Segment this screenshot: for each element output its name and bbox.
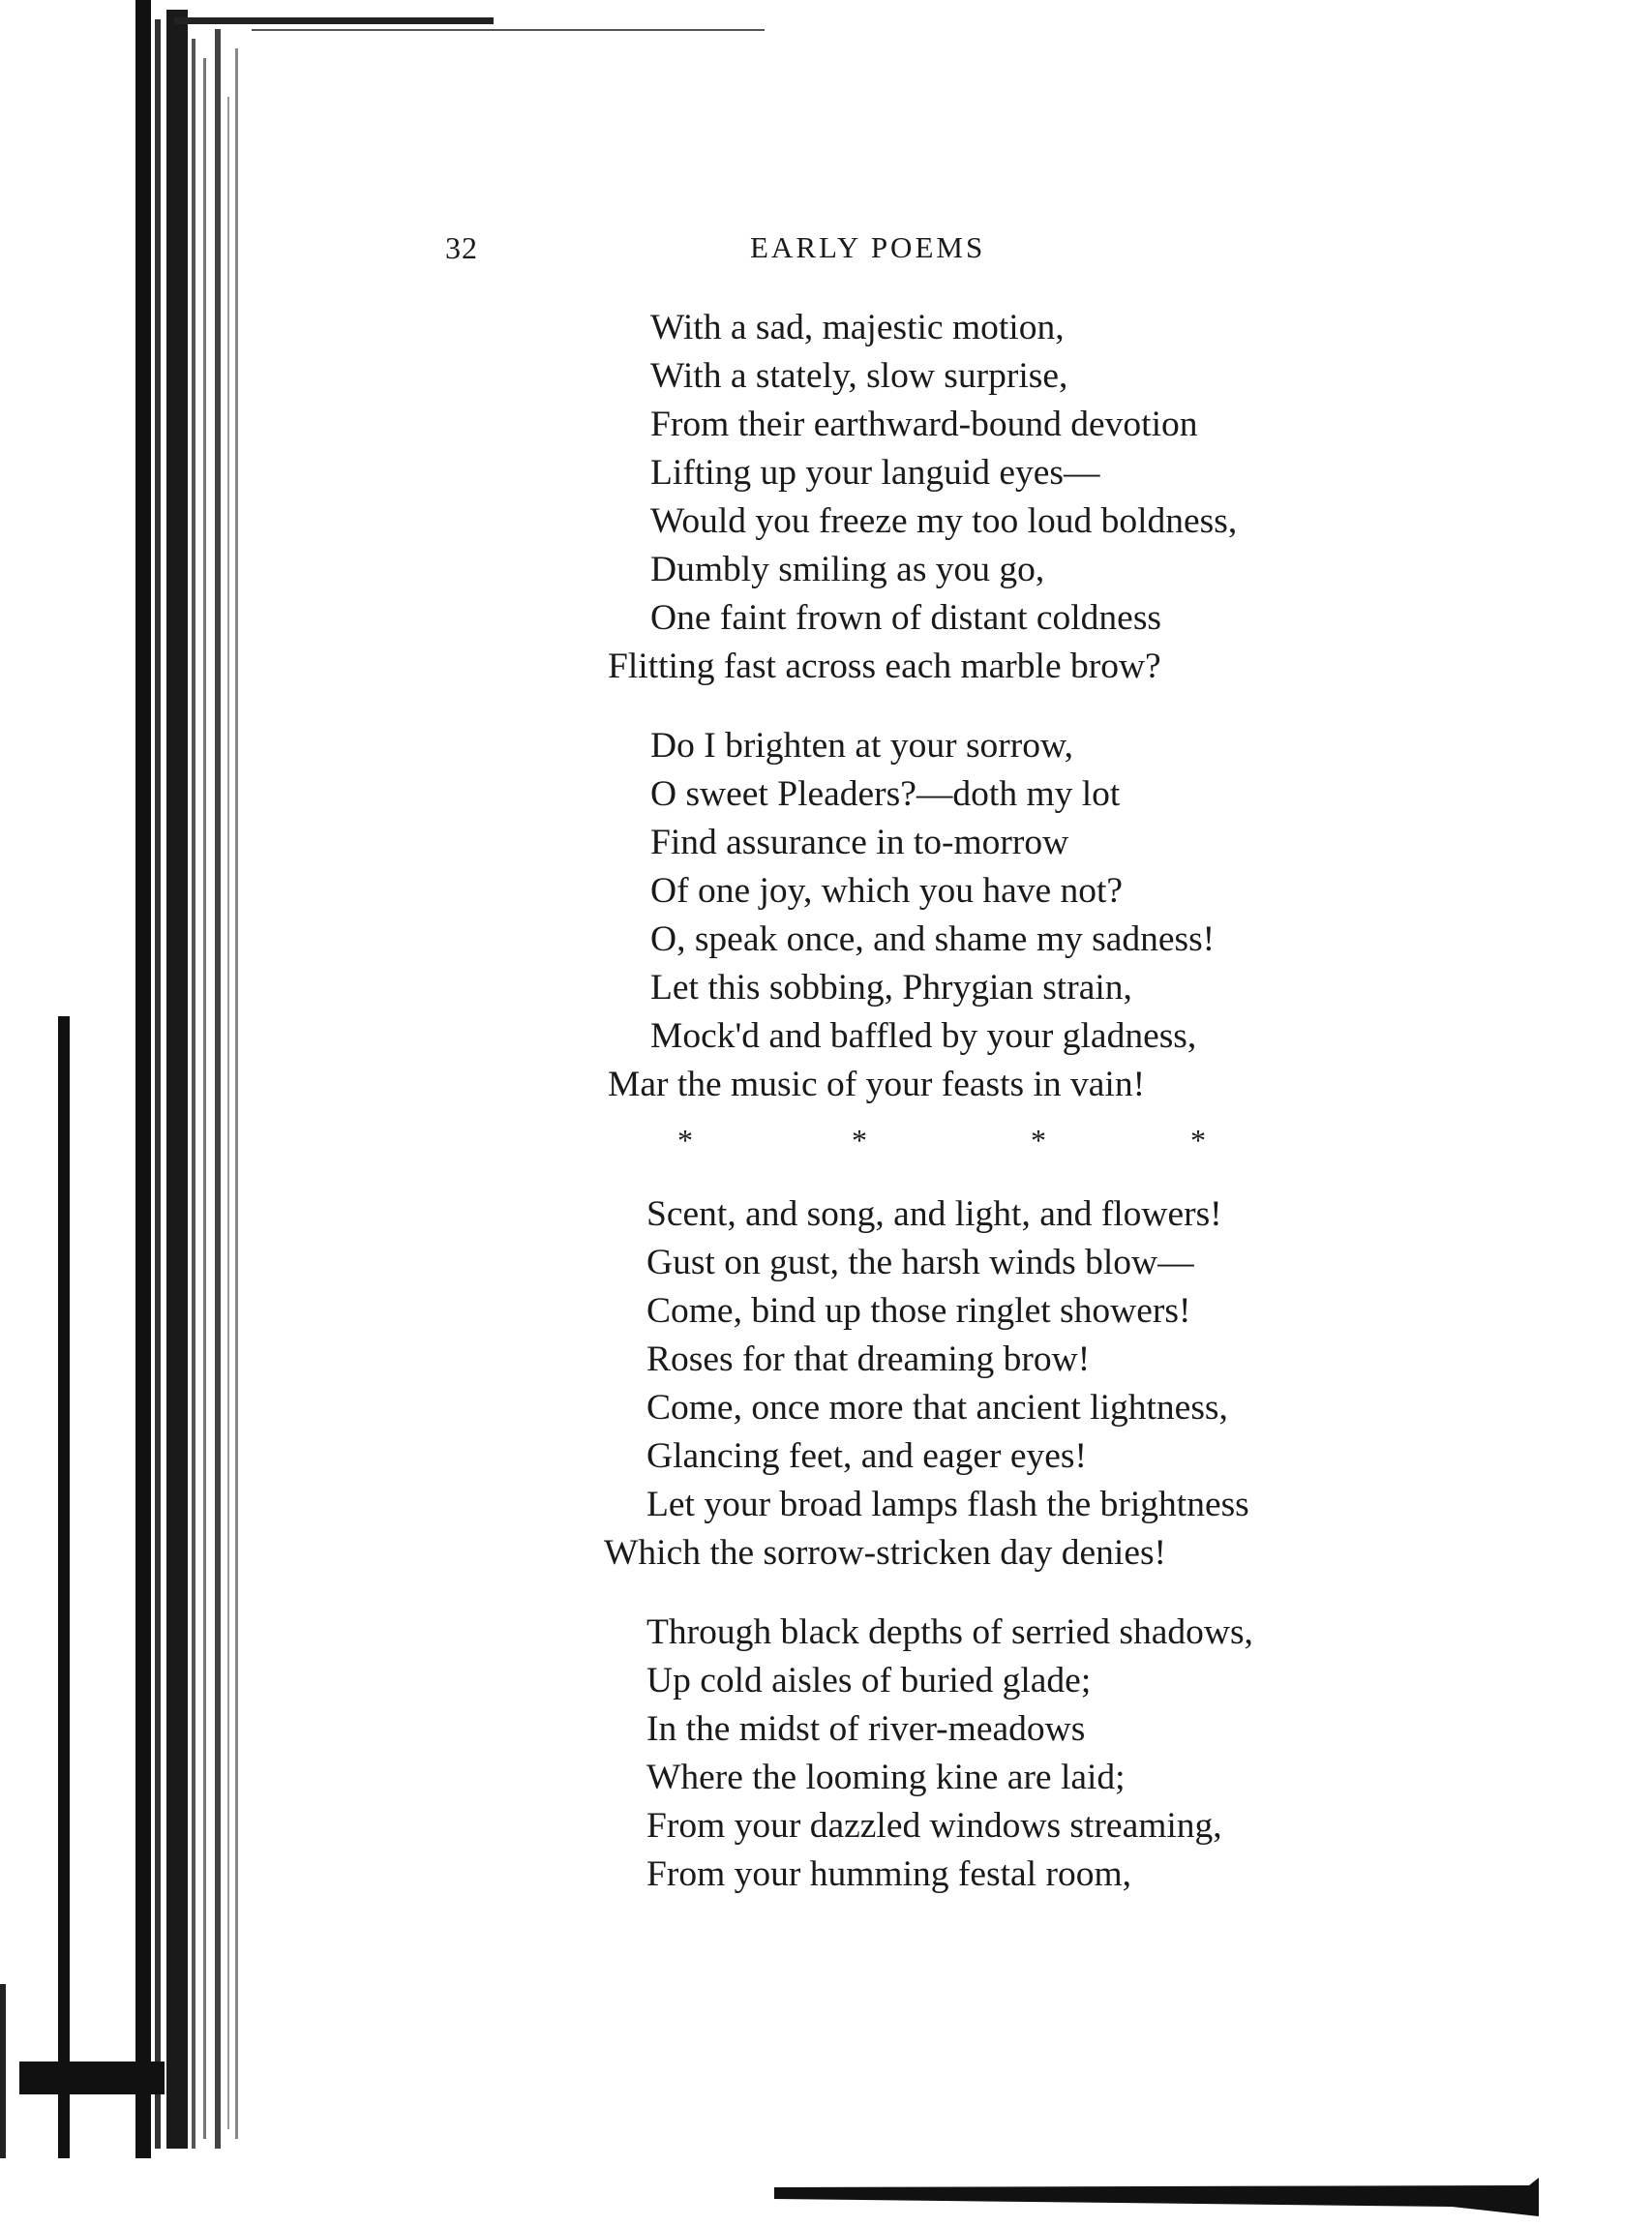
page-number: 32 bbox=[445, 230, 478, 265]
section-break-star: * bbox=[677, 1123, 693, 1158]
bottom-scan-rule bbox=[774, 2178, 1539, 2216]
section-break bbox=[677, 1123, 1219, 1161]
section-break-star: * bbox=[1031, 1123, 1046, 1158]
poem-line: Scent, and song, and light, and flowers! bbox=[646, 1194, 1222, 1234]
section-break-star: * bbox=[852, 1123, 867, 1158]
poem-line: With a sad, majestic motion, bbox=[650, 308, 1065, 347]
poem-line: Which the sorrow-stricken day denies! bbox=[604, 1533, 1167, 1573]
section-break-star: * bbox=[1190, 1123, 1206, 1158]
poem-line: Dumbly smiling as you go, bbox=[650, 550, 1045, 589]
poem-line: Up cold aisles of buried glade; bbox=[646, 1661, 1092, 1700]
poem-line: In the midst of river-meadows bbox=[646, 1709, 1086, 1749]
poem-line: From their earthward-bound devotion bbox=[650, 405, 1198, 444]
poem-line: Would you freeze my too loud boldness, bbox=[650, 501, 1238, 541]
poem-line: Mock'd and baffled by your gladness, bbox=[650, 1016, 1197, 1056]
poem-line: Let your broad lamps flash the brightness bbox=[646, 1485, 1249, 1524]
poem-line: O sweet Pleaders?—doth my lot bbox=[650, 774, 1121, 814]
poem-line: Glancing feet, and eager eyes! bbox=[646, 1436, 1087, 1476]
poem-line: Flitting fast across each marble brow? bbox=[608, 647, 1161, 686]
poem-line: Gust on gust, the harsh winds blow— bbox=[646, 1243, 1194, 1282]
poem-line: O, speak once, and shame my sadness! bbox=[650, 919, 1216, 959]
poem-line: From your humming festal room, bbox=[646, 1854, 1131, 1894]
running-head bbox=[0, 230, 1652, 279]
poem-line: Through black depths of serried shadows, bbox=[646, 1612, 1253, 1652]
poem-line: One faint frown of distant coldness bbox=[650, 598, 1162, 638]
poem-line: Mar the music of your feasts in vain! bbox=[608, 1065, 1146, 1104]
poem-line: Where the looming kine are laid; bbox=[646, 1758, 1126, 1797]
poem-line: Roses for that dreaming brow! bbox=[646, 1339, 1091, 1379]
poem-line: Come, once more that ancient lightness, bbox=[646, 1388, 1228, 1428]
poem-line: Let this sobbing, Phrygian strain, bbox=[650, 968, 1132, 1008]
poem-line: Find assurance in to-morrow bbox=[650, 823, 1069, 862]
top-scan-rule bbox=[174, 17, 769, 39]
binding-edge bbox=[0, 0, 252, 2158]
poem-line: Come, bind up those ringlet showers! bbox=[646, 1291, 1191, 1331]
poem-line: With a stately, slow surprise, bbox=[650, 356, 1068, 396]
poem-line: Lifting up your languid eyes— bbox=[650, 453, 1100, 493]
poem-line: From your dazzled windows streaming, bbox=[646, 1806, 1222, 1846]
poem-line: Of one joy, which you have not? bbox=[650, 871, 1124, 911]
book-title: EARLY POEMS bbox=[750, 230, 986, 264]
poem-line: Do I brighten at your sorrow, bbox=[650, 726, 1074, 766]
